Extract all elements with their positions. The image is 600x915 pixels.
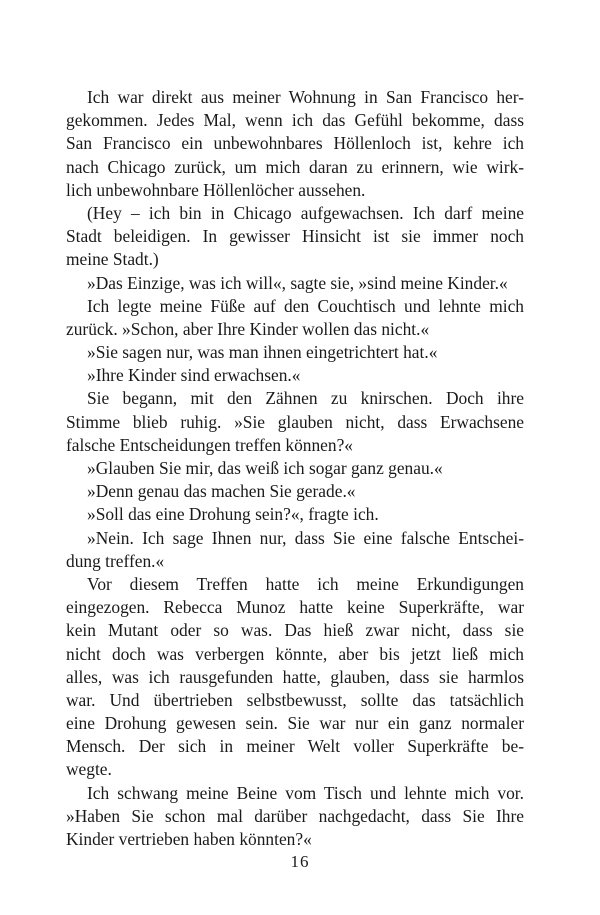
text-line: »Denn genau das machen Sie gerade.« [87,481,356,502]
text-line: lich unbewohnbare Höllenlöcher aussehen. [66,179,366,200]
text-line: Stadt beleidigen. In gewisser Hinsicht ist sie immer noch [66,226,524,247]
body-text [66,86,524,851]
paragraph [66,295,524,341]
text-line: Stimme blieb ruhig. »Sie glauben nicht, dass Erwachsene [66,411,524,432]
paragraph [66,364,524,387]
text-line: eine Drohung gewesen sein. Sie war nur ein ganz normaler [66,713,524,734]
text-line: nicht doch was verbergen könnte, aber bis jetzt ließ mich [66,643,524,664]
text-line: war. Und übertrieben selbstbewusst, sollte das tatsächlich [66,689,524,710]
paragraph [66,272,524,295]
text-line: »Haben Sie schon mal darüber nachgedacht, dass Sie Ihre [66,805,524,826]
paragraph [66,782,524,852]
text-line: eingezogen. Rebecca Munoz hatte keine Superkräfte, war [66,597,524,618]
text-line: (Hey – ich bin in Chicago aufgewachsen. Ich darf meine [87,202,524,223]
text-line: falsche Entscheidungen treffen können?« [66,434,353,455]
text-line: meine Stadt.) [66,249,159,270]
text-line: »Ihre Kinder sind erwachsen.« [87,365,301,386]
text-line: nach Chicago zurück, um mich daran zu erinnern, wie wirk- [66,156,524,177]
text-line: wegte. [66,759,112,780]
text-line: Vor diesem Treffen hatte ich meine Erkundigungen [87,573,524,594]
paragraph [66,527,524,573]
paragraph [66,341,524,364]
paragraph [66,202,524,272]
paragraph [66,457,524,480]
text-line: »Das Einzige, was ich will«, sagte sie, »sind meine Kinder.« [87,272,508,293]
paragraph [66,503,524,526]
text-line: dung treffen.« [66,550,165,571]
text-line: kein Mutant oder so was. Das hieß zwar nicht, dass sie [66,620,524,641]
text-line: Ich war direkt aus meiner Wohnung in San Francisco her- [87,87,524,107]
page-number: 16 [290,852,310,871]
paragraph [66,480,524,503]
text-line: gekommen. Jedes Mal, wenn ich das Gefühl bekomme, dass [66,110,524,131]
text-line: alles, was ich rausgefunden hatte, glauben, dass sie harmlos [66,666,524,687]
text-line: »Nein. Ich sage Ihnen nur, dass Sie eine falsche Entschei- [87,527,524,548]
text-line: Kinder vertrieben haben könnten?« [66,829,312,849]
text-line: »Glauben Sie mir, das weiß ich sogar ganz genau.« [87,458,443,478]
text-line: »Sie sagen nur, was man ihnen eingetrichtert hat.« [87,342,438,363]
paragraph [66,573,524,782]
paragraph [66,86,524,202]
text-line: zurück. »Schon, aber Ihre Kinder wollen das nicht.« [66,318,430,339]
paragraph [66,387,524,457]
text-line: »Soll das eine Drohung sein?«, fragte ich. [87,504,379,525]
text-line: San Francisco ein unbewohnbares Höllenloch ist, kehre ich [66,133,524,154]
text-line: Sie begann, mit den Zähnen zu knirschen. Doch ihre [87,388,524,409]
text-line: Ich legte meine Füße auf den Couchtisch und lehnte mich [87,295,524,316]
text-line: Mensch. Der sich in meiner Welt voller Superkräfte be- [66,736,524,757]
text-line: Ich schwang meine Beine vom Tisch und lehnte mich vor. [87,782,524,803]
